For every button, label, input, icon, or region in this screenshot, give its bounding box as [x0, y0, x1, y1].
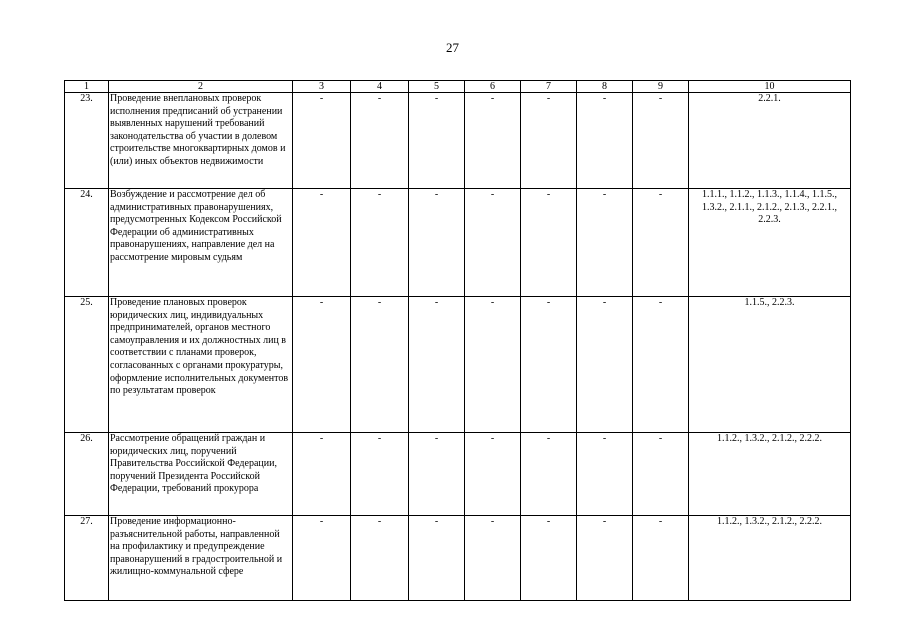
cell-value: -: [409, 189, 465, 297]
cell-value: -: [351, 297, 409, 433]
cell-value: -: [409, 433, 465, 516]
cell-value: -: [577, 93, 633, 189]
measure-name: Рассмотрение обращений граждан и юридических лиц, поручений Правительства Российской Федерации, поручений Президента Российской Федерации, требований прокурора: [109, 433, 293, 516]
cell-value: -: [521, 516, 577, 601]
cell-value: -: [465, 189, 521, 297]
measure-name: Проведение информационно-разъяснительной работы, направленной на профилактику и предупреждение правонарушений в градостроительной и жилищно-коммунальной сфере: [109, 516, 293, 601]
row-number: 27.: [65, 516, 109, 601]
cell-value: -: [351, 516, 409, 601]
cell-value: -: [409, 516, 465, 601]
column-header-4: 4: [351, 81, 409, 93]
row-number: 23.: [65, 93, 109, 189]
column-header-1: 1: [65, 81, 109, 93]
row-number: 26.: [65, 433, 109, 516]
measure-name: Проведение внеплановых проверок исполнения предписаний об устранении выявленных нарушений требований законодательства об участии в долевом строительстве многоквартирных домов и (или) иных объектов недвижимости: [109, 93, 293, 189]
cell-value: -: [293, 93, 351, 189]
column-header-2: 2: [109, 81, 293, 93]
cell-value: -: [521, 189, 577, 297]
cell-value: -: [293, 189, 351, 297]
cell-value: -: [465, 93, 521, 189]
column-header-10: 10: [689, 81, 851, 93]
cell-value: -: [465, 297, 521, 433]
table-row: [65, 433, 851, 516]
references: 1.1.2., 1.3.2., 2.1.2., 2.2.2.: [689, 433, 851, 516]
table-header-row: [65, 81, 851, 93]
column-header-8: 8: [577, 81, 633, 93]
cell-value: -: [633, 433, 689, 516]
page-number: 27: [446, 40, 459, 55]
column-header-6: 6: [465, 81, 521, 93]
column-header-5: 5: [409, 81, 465, 93]
measures-table: [64, 80, 851, 601]
cell-value: -: [293, 516, 351, 601]
cell-value: -: [465, 433, 521, 516]
cell-value: -: [465, 516, 521, 601]
cell-value: -: [351, 189, 409, 297]
row-number: 25.: [65, 297, 109, 433]
measure-name: Возбуждение и рассмотрение дел об административных правонарушениях, предусмотренных Кодексом Российской Федерации об административных правонарушениях, направление дел на рассмотрение мировым судьям: [109, 189, 293, 297]
row-number: 24.: [65, 189, 109, 297]
column-header-7: 7: [521, 81, 577, 93]
references: 1.1.2., 1.3.2., 2.1.2., 2.2.2.: [689, 516, 851, 601]
cell-value: -: [633, 516, 689, 601]
measure-name: Проведение плановых проверок юридических лиц, индивидуальных предпринимателей, органов местного самоуправления и их должностных лиц в соответствии с планами проверок, согласованных с органами прокуратуры, оформление исполнительных документов по результатам проверок: [109, 297, 293, 433]
references: 1.1.1., 1.1.2., 1.1.3., 1.1.4., 1.1.5., 1.3.2., 2.1.1., 2.1.2., 2.1.3., 2.2.1., 2.2.3.: [689, 189, 851, 297]
column-header-9: 9: [633, 81, 689, 93]
cell-value: -: [521, 433, 577, 516]
cell-value: -: [577, 297, 633, 433]
cell-value: -: [521, 93, 577, 189]
table-row: [65, 297, 851, 433]
cell-value: -: [633, 189, 689, 297]
table-row: [65, 189, 851, 297]
cell-value: -: [577, 433, 633, 516]
cell-value: -: [293, 433, 351, 516]
cell-value: -: [351, 93, 409, 189]
cell-value: -: [293, 297, 351, 433]
references: 1.1.5., 2.2.3.: [689, 297, 851, 433]
cell-value: -: [409, 297, 465, 433]
cell-value: -: [633, 297, 689, 433]
cell-value: -: [577, 516, 633, 601]
column-header-3: 3: [293, 81, 351, 93]
cell-value: -: [409, 93, 465, 189]
cell-value: -: [633, 93, 689, 189]
cell-value: -: [577, 189, 633, 297]
cell-value: -: [351, 433, 409, 516]
table-row: [65, 516, 851, 601]
table-row: [65, 93, 851, 189]
cell-value: -: [521, 297, 577, 433]
references: 2.2.1.: [689, 93, 851, 189]
